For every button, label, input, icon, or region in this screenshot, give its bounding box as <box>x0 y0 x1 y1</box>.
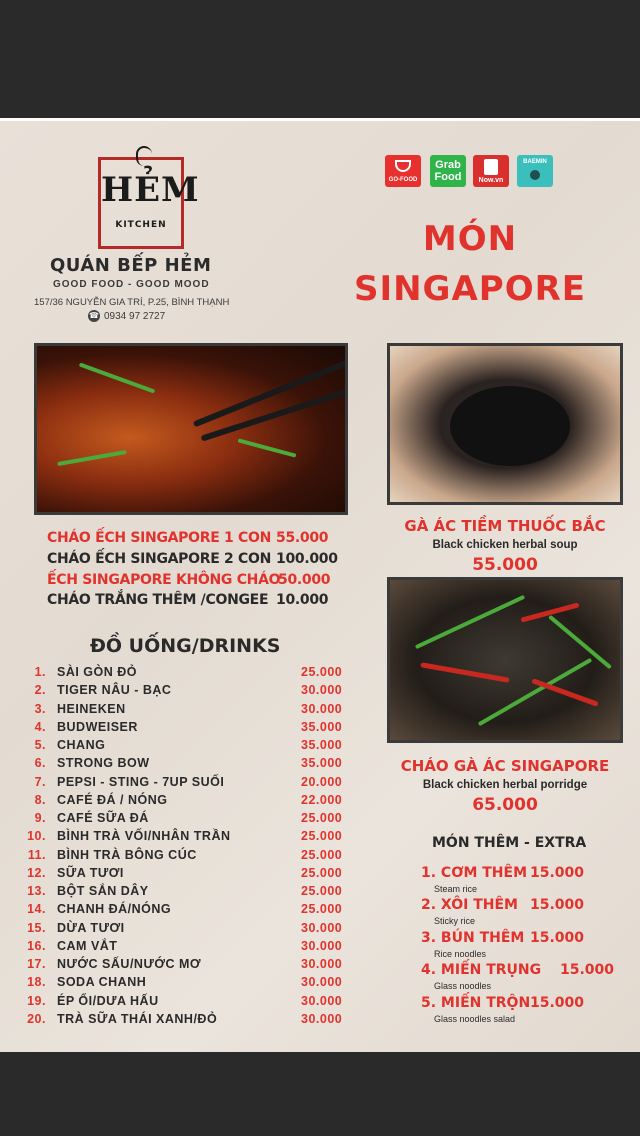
drink-price: 30.000 <box>301 1011 343 1026</box>
dish-name: CHÁO ẾCH SINGAPORE 1 CON <box>47 530 272 546</box>
dish-row <box>47 572 331 588</box>
drink-row <box>20 866 360 884</box>
gofood-icon[interactable] <box>385 155 421 187</box>
drink-row <box>20 702 360 720</box>
drink-price: 35.000 <box>301 719 343 734</box>
drink-number: 8. <box>34 792 46 807</box>
drink-price: 30.000 <box>301 975 343 990</box>
drink-row <box>20 775 360 793</box>
drink-price: 35.000 <box>301 738 343 752</box>
drink-name: CHANH ĐÁ/NÓNG <box>57 902 172 917</box>
drink-number: 5. <box>34 738 46 752</box>
drink-name: TIGER NÂU - BẠC <box>57 683 172 698</box>
drink-name: SÀI GÒN ĐỎ <box>57 665 138 679</box>
drink-row <box>20 939 360 957</box>
drink-number: 18. <box>27 975 46 990</box>
drink-number: 6. <box>34 756 46 771</box>
drink-number: 4. <box>34 719 46 734</box>
drink-number: 9. <box>34 811 46 825</box>
drink-row <box>20 683 360 701</box>
scallion <box>79 362 156 393</box>
extra-name: 5. MIẾN TRỘN <box>421 995 531 1011</box>
drink-row <box>20 738 360 756</box>
drink-number: 13. <box>27 884 46 898</box>
black-chicken-porridge-photo <box>387 577 623 743</box>
extra-name: 2. XÔI THÊM <box>421 897 518 913</box>
drink-name: STRONG BOW <box>57 756 150 771</box>
drink-number: 14. <box>27 902 46 917</box>
drink-number: 3. <box>34 701 46 716</box>
drink-price: 25.000 <box>301 665 343 679</box>
phone-icon: ☎ <box>89 311 99 320</box>
frog-claypot-photo <box>34 343 348 515</box>
bottom-bar <box>0 1052 640 1136</box>
extra-subtitle: Glass noodles <box>434 981 492 991</box>
drink-name: CHANG <box>57 738 106 752</box>
drink-name: CAFÉ ĐÁ / NÓNG <box>57 792 168 807</box>
red-chili <box>531 678 598 707</box>
drink-price: 22.000 <box>301 792 343 807</box>
dish-price: 100.000 <box>276 551 338 567</box>
nowvn-icon[interactable] <box>473 155 509 187</box>
drink-price: 30.000 <box>301 683 343 698</box>
drink-row <box>20 975 360 993</box>
extra-price: 15.000 <box>530 865 585 881</box>
extra-subtitle: Rice noodles <box>434 949 487 959</box>
extra-price: 15.000 <box>530 995 585 1011</box>
drink-price: 25.000 <box>301 884 343 898</box>
drink-price: 30.000 <box>301 938 343 953</box>
extra-name: 4. MIẾN TRỤNG <box>421 962 542 978</box>
phone-number[interactable]: 0934 97 2727 <box>104 311 166 322</box>
drink-name: ÉP ỔI/DƯA HẤU <box>57 993 159 1008</box>
extra-subtitle: Glass noodles salad <box>434 1014 516 1024</box>
dish-price: 50.000 <box>278 572 331 588</box>
logo-subtext: KITCHEN <box>115 220 167 230</box>
drink-number: 19. <box>27 993 46 1008</box>
drink-name: DỪA TƯƠI <box>57 920 125 935</box>
drink-price: 25.000 <box>301 902 343 917</box>
dish-name: CHÁO ẾCH SINGAPORE 2 CON <box>47 551 272 567</box>
dish-row <box>47 592 329 608</box>
drink-name: BÌNH TRÀ BÔNG CÚC <box>57 847 197 862</box>
extra-row <box>421 930 585 946</box>
drink-number: 12. <box>27 865 46 880</box>
hem-kitchen-logo <box>98 157 200 249</box>
drink-number: 17. <box>27 957 46 971</box>
drink-name: TRÀ SỮA THÁI XANH/ĐỎ <box>57 1011 218 1026</box>
drink-row <box>20 884 360 902</box>
drink-number: 10. <box>27 829 46 844</box>
title-line-2: SINGAPORE <box>353 269 587 309</box>
extra-row <box>421 865 585 881</box>
drink-number: 16. <box>27 938 46 953</box>
drink-price: 20.000 <box>301 774 343 789</box>
drink-row <box>20 994 360 1012</box>
featured-1-desc: Black chicken herbal soup <box>432 539 578 551</box>
drink-price: 25.000 <box>301 811 343 825</box>
drink-name: HEINEKEN <box>57 701 126 716</box>
drink-name: CAM VẮT <box>57 938 118 953</box>
featured-1-name: GÀ ÁC TIỀM THUỐC BẮC <box>404 517 606 535</box>
extra-subtitle: Sticky rice <box>434 916 476 926</box>
nowvn-label: Now.vn <box>478 177 504 184</box>
drink-number: 1. <box>34 665 46 679</box>
drink-price: 25.000 <box>301 829 343 844</box>
drink-name: PEPSI - STING - 7UP SUỐI <box>57 774 225 789</box>
featured-2-name: CHÁO GÀ ÁC SINGAPORE <box>400 757 610 775</box>
drink-number: 2. <box>34 683 46 698</box>
drink-row <box>20 957 360 975</box>
extra-row <box>421 995 585 1011</box>
gofood-label: GO-FOOD <box>388 177 418 183</box>
drink-price: 30.000 <box>301 993 343 1008</box>
dish-row <box>47 530 329 546</box>
logo-text: HẺM <box>101 170 200 210</box>
baemin-icon[interactable] <box>517 155 553 187</box>
dish-price: 55.000 <box>276 530 329 546</box>
address: 157/36 NGUYỄN GIA TRÍ, P.25, BÌNH THẠNH <box>34 297 230 308</box>
drink-number: 15. <box>27 920 46 935</box>
drink-row <box>20 902 360 920</box>
drink-name: CAFÉ SỮA ĐÁ <box>57 811 149 825</box>
title-line-1: MÓN <box>422 219 518 259</box>
drink-number: 20. <box>27 1011 46 1026</box>
black-chicken <box>450 386 570 466</box>
extra-row <box>421 962 615 978</box>
extras-heading: MÓN THÊM - EXTRA <box>432 835 587 851</box>
extra-subtitle: Steam rice <box>434 884 478 894</box>
featured-2-desc: Black chicken herbal porridge <box>422 779 588 791</box>
drink-name: BỘT SẮN DÂY <box>57 884 149 898</box>
dish-name: CHÁO TRẮNG THÊM /CONGEE <box>47 592 269 608</box>
drink-price: 35.000 <box>301 756 343 771</box>
extra-price: 15.000 <box>560 962 615 978</box>
top-bar <box>0 0 640 118</box>
extra-name: 3. BÚN THÊM <box>421 930 525 946</box>
scallion <box>57 450 127 466</box>
extra-price: 15.000 <box>530 930 585 946</box>
drink-row <box>20 921 360 939</box>
scallion <box>415 595 525 649</box>
extra-name: 1. CƠM THÊM <box>421 865 528 881</box>
featured-1-price: 55.000 <box>472 555 538 575</box>
drink-row <box>20 793 360 811</box>
slogan: GOOD FOOD - GOOD MOOD <box>53 279 210 290</box>
red-chili <box>420 662 510 683</box>
drink-row <box>20 1012 360 1030</box>
steam-icon <box>136 146 152 166</box>
dish-name: ẾCH SINGAPORE KHÔNG CHÁO <box>47 572 281 588</box>
drink-price: 25.000 <box>301 865 343 880</box>
drink-number: 11. <box>27 847 46 862</box>
drink-row <box>20 829 360 847</box>
drinks-heading: ĐỒ UỐNG/DRINKS <box>90 635 281 657</box>
drink-name: BUDWEISER <box>57 719 138 734</box>
dish-price: 10.000 <box>276 592 329 608</box>
grabfood-icon[interactable] <box>430 155 466 187</box>
drink-name: NƯỚC SẤU/NƯỚC MƠ <box>57 957 202 971</box>
extra-price: 15.000 <box>530 897 585 913</box>
drink-name: SODA CHANH <box>57 975 147 990</box>
grabfood-label: Grab Food <box>434 159 462 183</box>
drink-name: BÌNH TRÀ VỐI/NHÂN TRẦN <box>57 829 231 844</box>
baemin-label: BAEMIN <box>523 159 547 165</box>
drink-row <box>20 848 360 866</box>
drink-name: SỮA TƯƠI <box>57 865 124 880</box>
drink-price: 30.000 <box>301 920 343 935</box>
drink-price: 25.000 <box>301 847 343 862</box>
scallion <box>548 615 612 669</box>
drink-row <box>20 756 360 774</box>
scallion <box>478 658 593 726</box>
drink-price: 30.000 <box>301 701 343 716</box>
drink-row <box>20 720 360 738</box>
drink-number: 7. <box>34 774 46 789</box>
drink-price: 30.000 <box>301 957 343 971</box>
extra-row <box>421 897 585 913</box>
featured-2-price: 65.000 <box>472 795 538 815</box>
dish-row <box>47 551 338 567</box>
black-chicken-soup-photo <box>387 343 623 505</box>
menu-sheet <box>0 118 640 1052</box>
drink-row <box>20 665 360 683</box>
shop-name: QUÁN BẾP HẺM <box>50 255 212 276</box>
drink-row <box>20 811 360 829</box>
scallion <box>238 438 297 457</box>
